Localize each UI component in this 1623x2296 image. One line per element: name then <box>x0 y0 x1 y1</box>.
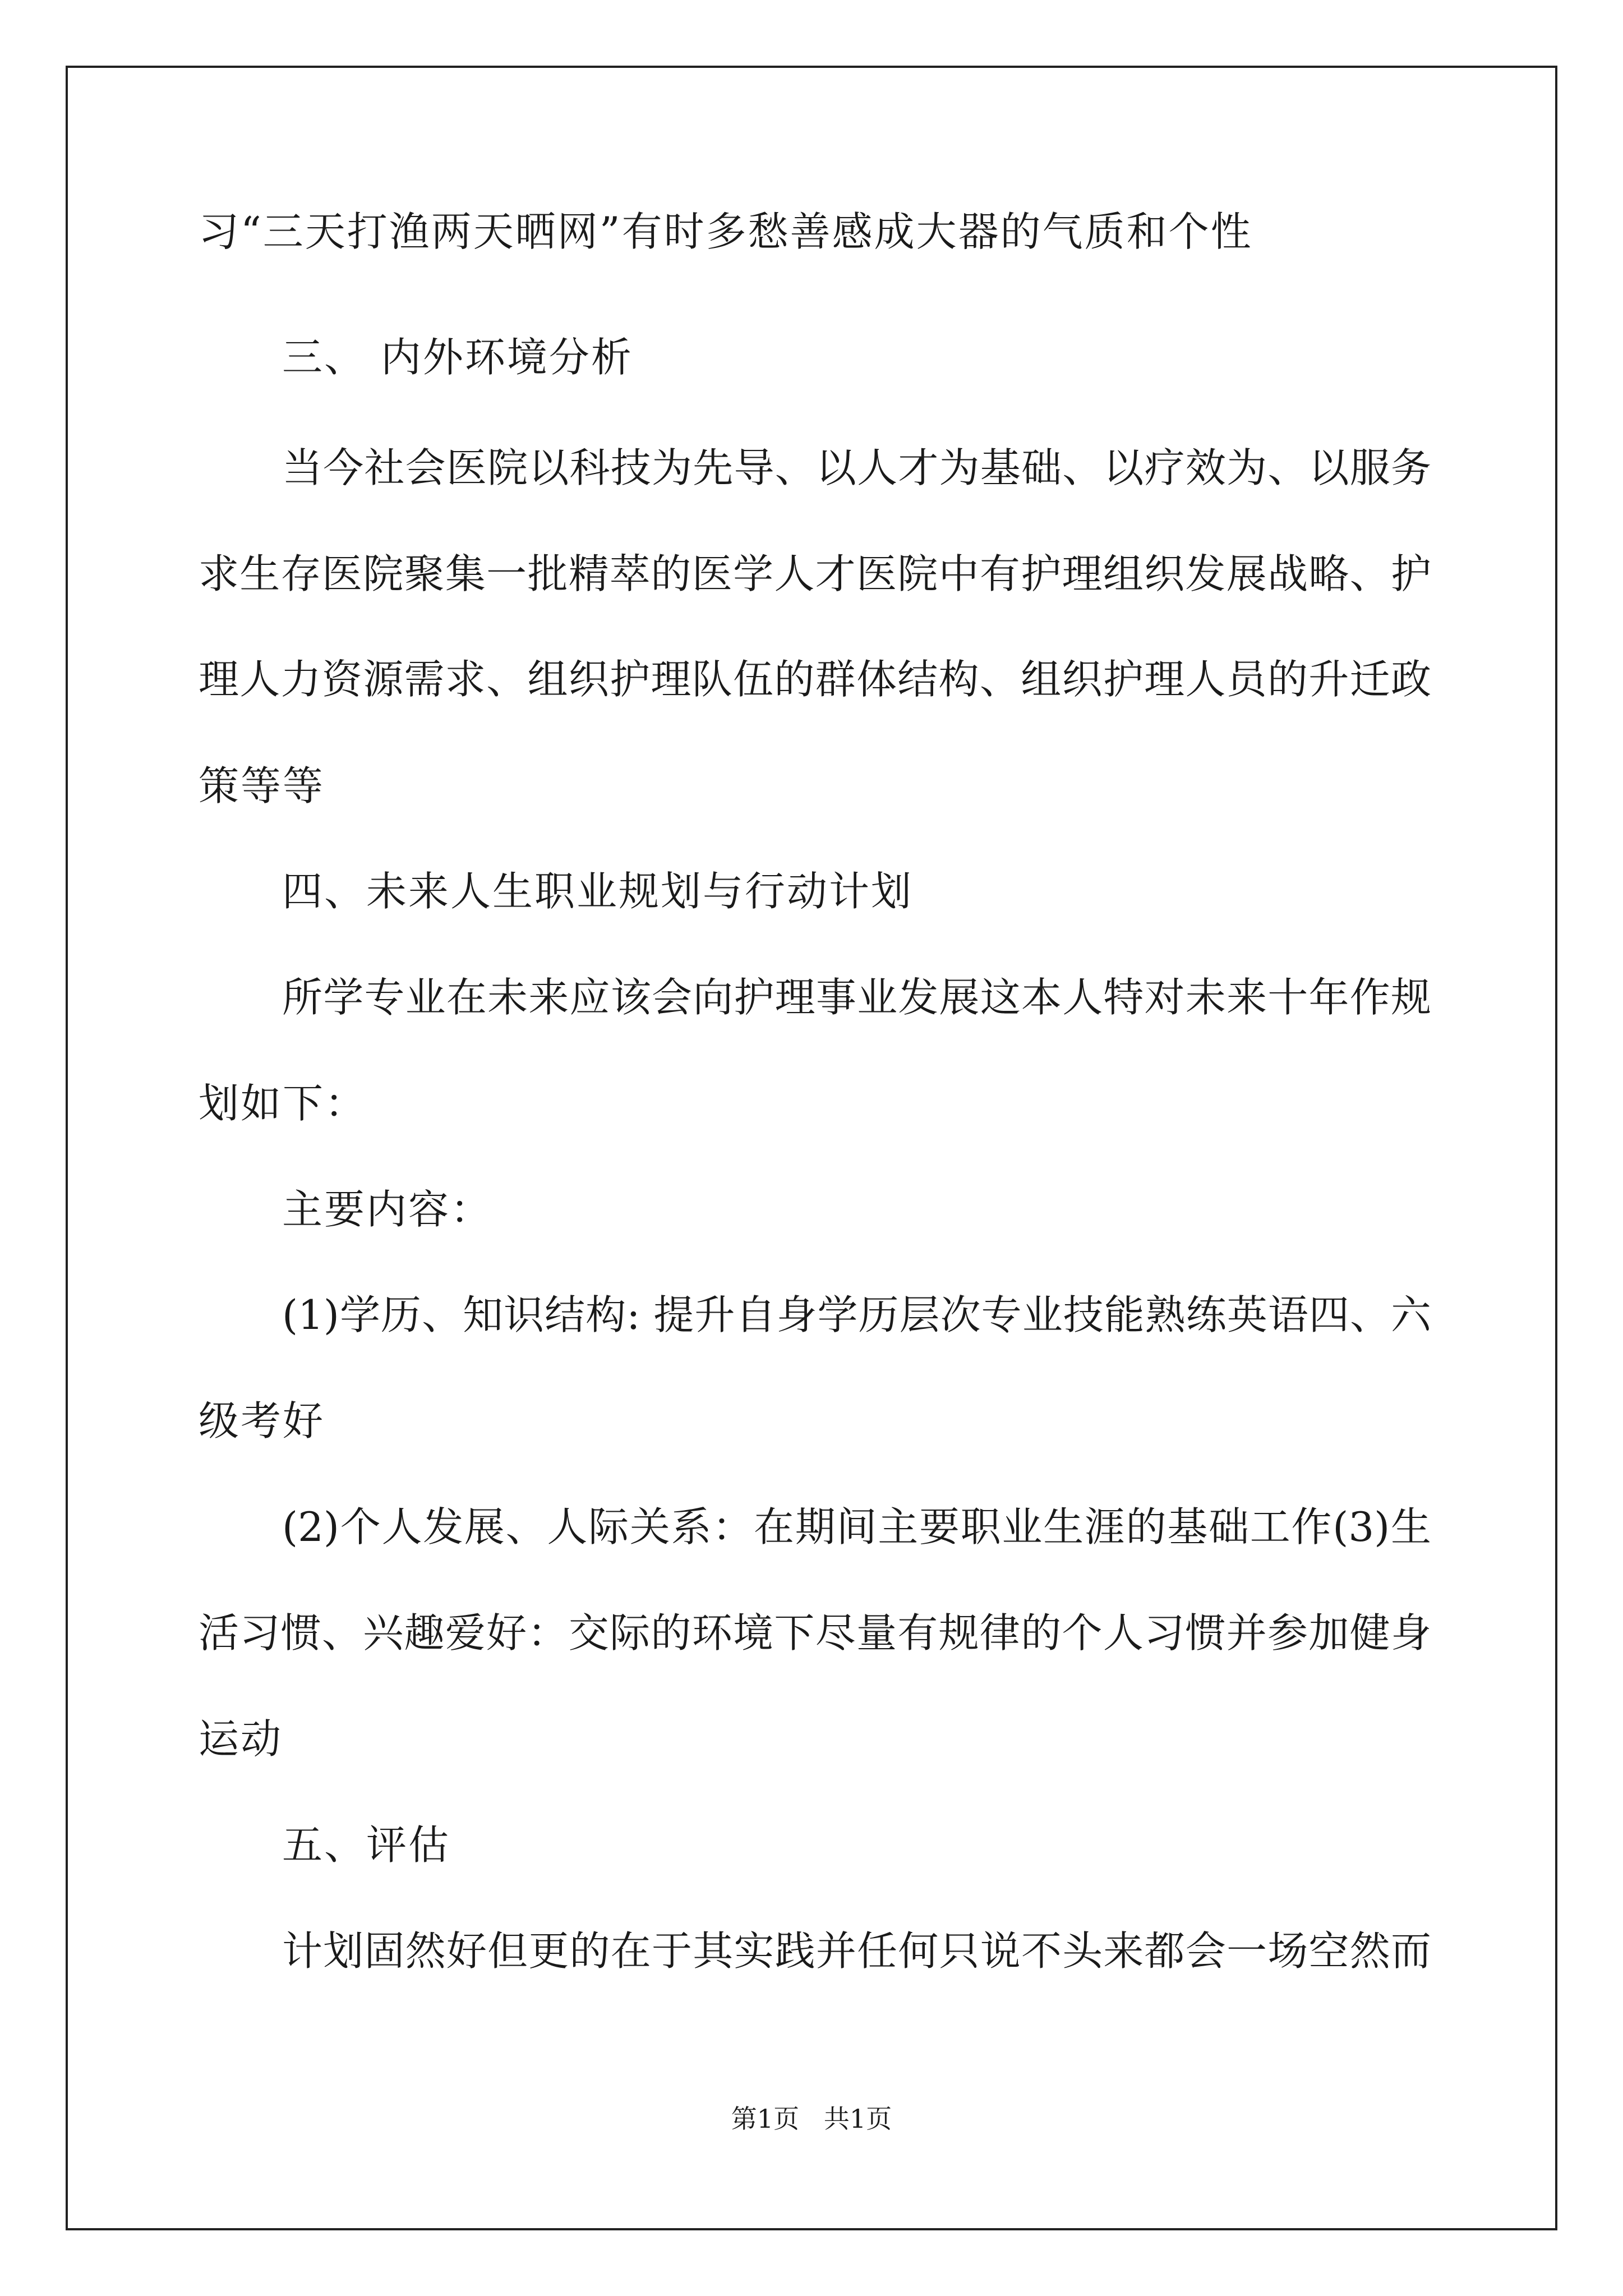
text-line: 级考好 <box>199 1397 325 1444</box>
section-heading: 五、评估 <box>282 1821 451 1869</box>
text-line: 计划固然好但更的在于其实践并任何只说不头来都会一场空然而 <box>282 1927 1431 1975</box>
text-line: 运动 <box>199 1715 283 1763</box>
text-line: 当今社会医院以科技为先导、以人才为基础、以疗效为、以服务 <box>282 444 1431 491</box>
text-line: 策等等 <box>199 762 325 809</box>
text-line: 划如下： <box>199 1080 367 1127</box>
section-heading: 三、 内外环境分析 <box>282 334 633 381</box>
text-line: 活习惯、兴趣爱好：交际的环境下尽量有规律的个人习惯并参加健身 <box>199 1609 1431 1657</box>
section-heading: 四、未来人生职业规划与行动计划 <box>282 868 914 915</box>
page-border <box>66 66 1557 2230</box>
text-line: 理人力资源需求、组织护理队伍的群体结构、组织护理人员的升迁政 <box>199 656 1431 703</box>
text-line: 主要内容： <box>282 1186 493 1233</box>
text-line: 求生存医院聚集一批精萃的医学人才医院中有护理组织发展战略、护 <box>199 550 1431 597</box>
text-line: 习“三天打渔两天晒网”有时多愁善感成大器的气质和个性 <box>199 208 1253 255</box>
text-line: (2)个人发展、人际关系：在期间主要职业生涯的基础工作(3)生 <box>282 1503 1431 1550</box>
text-line: 所学专业在未来应该会向护理事业发展这本人特对未来十年作规 <box>282 974 1431 1021</box>
page-footer: 第1页 共1页 <box>731 2104 892 2134</box>
text-line: (1)学历、知识结构: 提升自身学历层次专业技能熟练英语四、六 <box>282 1291 1431 1338</box>
